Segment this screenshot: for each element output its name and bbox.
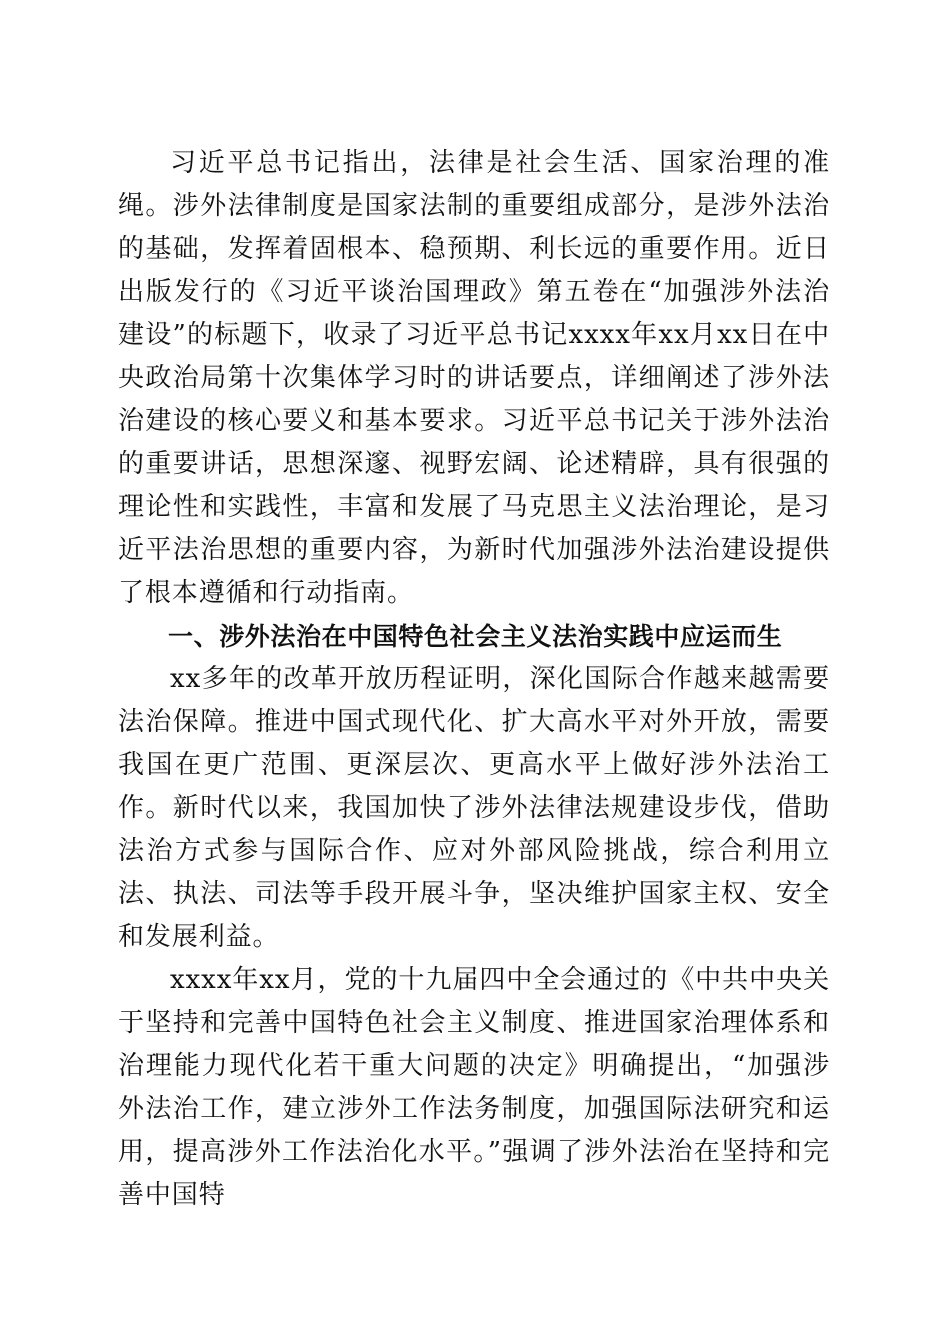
section-paragraph-2: xxxx年xx月，党的十九届四中全会通过的《中共中央关于坚持和完善中国特色社会主义制度、推进国家治理体系和治理能力现代化若干重大问题的决定》明确提出，“加强涉外法治工作，建立涉外工作法务制度，加强国际法研究和运用，提高涉外工作法治化水平。”强调了涉外法治在坚持和完善中国特 (118, 965, 830, 1210)
section-heading: 一、涉外法治在中国特色社会主义法治实践中应运而生 (168, 622, 783, 651)
document-body (118, 142, 830, 1217)
section-paragraph-1: xx多年的改革开放历程证明，深化国际合作越来越需要法治保障。推进中国式现代化、扩大高水平对外开放，需要我国在更广范围、更深层次、更高水平上做好涉外法治工作。新时代以来，我国加快了涉外法律法规建设步伐，借助法治方式参与国际合作、应对外部风险挑战，综合利用立法、执法、司法等手段开展斗争，坚决维护国家主权、安全和发展利益。 (118, 664, 830, 952)
intro-paragraph: 习近平总书记指出，法律是社会生活、国家治理的准绳。涉外法律制度是国家法制的重要组成部分，是涉外法治的基础，发挥着固根本、稳预期、利长远的重要作用。近日出版发行的《习近平谈治国理政》第五卷在“加强涉外法治建设”的标题下，收录了习近平总书记xxxx年xx月xx日在中央政治局第十次集体学习时的讲话要点，详细阐述了涉外法治建设的核心要义和基本要求。习近平总书记关于涉外法治的重要讲话，思想深邃、视野宏阔、论述精辟，具有很强的理论性和实践性，丰富和发展了马克思主义法治理论，是习近平法治思想的重要内容，为新时代加强涉外法治建设提供了根本遵循和行动指南。 (118, 148, 830, 608)
